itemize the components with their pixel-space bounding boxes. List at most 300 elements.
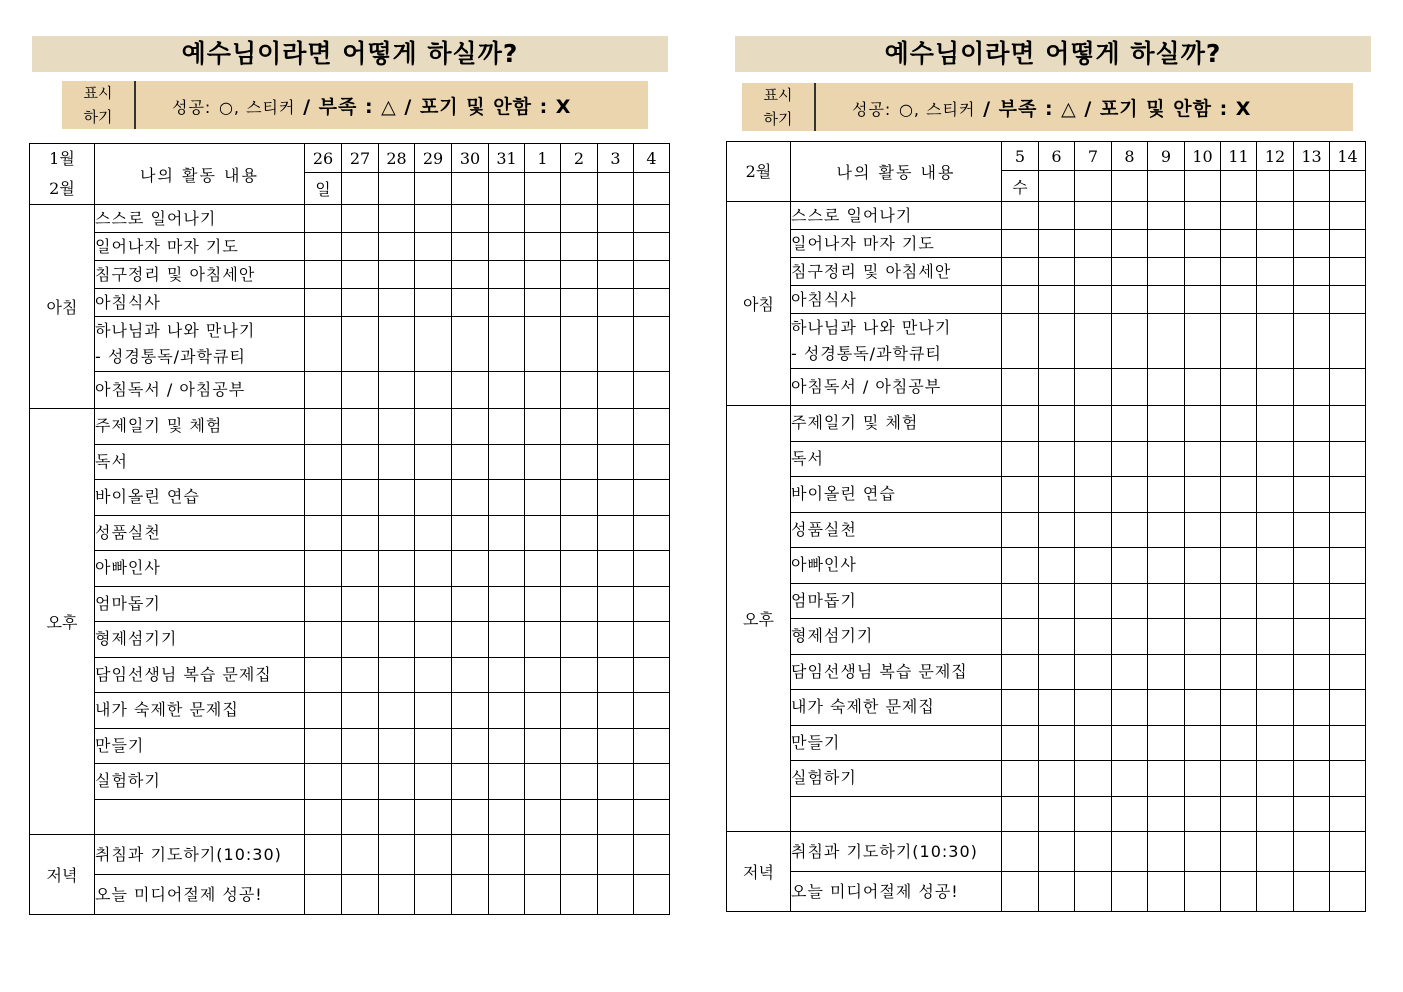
check-cell[interactable] (1112, 796, 1148, 832)
check-cell[interactable] (305, 693, 342, 729)
check-cell[interactable] (598, 835, 634, 875)
check-cell[interactable] (489, 728, 525, 764)
check-cell[interactable] (489, 409, 525, 445)
check-cell[interactable] (305, 372, 342, 409)
check-cell[interactable] (305, 799, 342, 835)
check-cell[interactable] (634, 657, 670, 693)
check-cell[interactable] (1075, 406, 1112, 442)
check-cell[interactable] (452, 657, 489, 693)
check-cell[interactable] (379, 444, 415, 480)
check-cell[interactable] (1294, 512, 1330, 548)
check-cell[interactable] (561, 480, 598, 516)
check-cell[interactable] (489, 551, 525, 587)
check-cell[interactable] (452, 764, 489, 800)
check-cell[interactable] (1330, 548, 1366, 584)
check-cell[interactable] (415, 233, 452, 261)
check-cell[interactable] (1075, 761, 1112, 797)
check-cell[interactable] (525, 764, 561, 800)
check-cell[interactable] (1221, 202, 1257, 230)
check-cell[interactable] (1112, 406, 1148, 442)
check-cell[interactable] (1075, 690, 1112, 726)
check-cell[interactable] (379, 693, 415, 729)
check-cell[interactable] (1294, 654, 1330, 690)
check-cell[interactable] (305, 835, 342, 875)
check-cell[interactable] (598, 515, 634, 551)
check-cell[interactable] (1294, 583, 1330, 619)
check-cell[interactable] (1185, 286, 1221, 314)
check-cell[interactable] (1257, 314, 1294, 369)
check-cell[interactable] (489, 622, 525, 658)
check-cell[interactable] (634, 551, 670, 587)
check-cell[interactable] (305, 317, 342, 372)
check-cell[interactable] (1148, 258, 1185, 286)
check-cell[interactable] (379, 728, 415, 764)
check-cell[interactable] (415, 515, 452, 551)
check-cell[interactable] (452, 233, 489, 261)
check-cell[interactable] (634, 835, 670, 875)
check-cell[interactable] (1294, 369, 1330, 406)
check-cell[interactable] (1330, 654, 1366, 690)
check-cell[interactable] (1002, 548, 1039, 584)
check-cell[interactable] (525, 586, 561, 622)
check-cell[interactable] (525, 693, 561, 729)
check-cell[interactable] (379, 875, 415, 915)
check-cell[interactable] (1294, 202, 1330, 230)
check-cell[interactable] (379, 551, 415, 587)
check-cell[interactable] (1257, 690, 1294, 726)
check-cell[interactable] (1148, 202, 1185, 230)
check-cell[interactable] (598, 875, 634, 915)
check-cell[interactable] (452, 409, 489, 445)
check-cell[interactable] (1185, 548, 1221, 584)
check-cell[interactable] (1112, 690, 1148, 726)
check-cell[interactable] (1148, 583, 1185, 619)
check-cell[interactable] (598, 233, 634, 261)
check-cell[interactable] (561, 205, 598, 233)
check-cell[interactable] (598, 205, 634, 233)
check-cell[interactable] (1039, 690, 1075, 726)
check-cell[interactable] (1221, 796, 1257, 832)
check-cell[interactable] (1221, 406, 1257, 442)
check-cell[interactable] (342, 622, 379, 658)
check-cell[interactable] (379, 657, 415, 693)
check-cell[interactable] (1257, 286, 1294, 314)
check-cell[interactable] (561, 409, 598, 445)
check-cell[interactable] (489, 261, 525, 289)
check-cell[interactable] (1330, 477, 1366, 513)
check-cell[interactable] (305, 233, 342, 261)
check-cell[interactable] (1148, 548, 1185, 584)
check-cell[interactable] (415, 764, 452, 800)
check-cell[interactable] (305, 261, 342, 289)
check-cell[interactable] (342, 799, 379, 835)
check-cell[interactable] (1257, 202, 1294, 230)
check-cell[interactable] (1112, 286, 1148, 314)
check-cell[interactable] (342, 205, 379, 233)
check-cell[interactable] (415, 409, 452, 445)
check-cell[interactable] (634, 372, 670, 409)
check-cell[interactable] (634, 233, 670, 261)
check-cell[interactable] (525, 657, 561, 693)
check-cell[interactable] (1257, 369, 1294, 406)
check-cell[interactable] (1039, 406, 1075, 442)
check-cell[interactable] (1002, 369, 1039, 406)
check-cell[interactable] (1002, 202, 1039, 230)
check-cell[interactable] (452, 875, 489, 915)
check-cell[interactable] (1148, 654, 1185, 690)
check-cell[interactable] (342, 515, 379, 551)
check-cell[interactable] (489, 586, 525, 622)
check-cell[interactable] (1185, 690, 1221, 726)
check-cell[interactable] (1257, 654, 1294, 690)
check-cell[interactable] (1185, 314, 1221, 369)
check-cell[interactable] (1002, 286, 1039, 314)
check-cell[interactable] (342, 875, 379, 915)
check-cell[interactable] (1257, 258, 1294, 286)
check-cell[interactable] (1221, 872, 1257, 912)
check-cell[interactable] (1257, 230, 1294, 258)
check-cell[interactable] (379, 317, 415, 372)
check-cell[interactable] (1221, 583, 1257, 619)
check-cell[interactable] (561, 372, 598, 409)
check-cell[interactable] (342, 764, 379, 800)
check-cell[interactable] (525, 233, 561, 261)
check-cell[interactable] (489, 317, 525, 372)
check-cell[interactable] (525, 551, 561, 587)
check-cell[interactable] (342, 480, 379, 516)
check-cell[interactable] (561, 622, 598, 658)
check-cell[interactable] (525, 875, 561, 915)
check-cell[interactable] (1039, 258, 1075, 286)
check-cell[interactable] (452, 205, 489, 233)
check-cell[interactable] (525, 444, 561, 480)
check-cell[interactable] (634, 480, 670, 516)
check-cell[interactable] (415, 799, 452, 835)
check-cell[interactable] (1294, 761, 1330, 797)
check-cell[interactable] (1148, 406, 1185, 442)
check-cell[interactable] (561, 586, 598, 622)
check-cell[interactable] (1112, 369, 1148, 406)
check-cell[interactable] (1330, 286, 1366, 314)
check-cell[interactable] (1112, 832, 1148, 872)
check-cell[interactable] (305, 875, 342, 915)
check-cell[interactable] (1257, 872, 1294, 912)
check-cell[interactable] (1294, 832, 1330, 872)
check-cell[interactable] (1075, 369, 1112, 406)
check-cell[interactable] (489, 233, 525, 261)
check-cell[interactable] (634, 409, 670, 445)
check-cell[interactable] (452, 835, 489, 875)
check-cell[interactable] (1148, 314, 1185, 369)
check-cell[interactable] (525, 317, 561, 372)
check-cell[interactable] (598, 728, 634, 764)
check-cell[interactable] (489, 372, 525, 409)
check-cell[interactable] (1294, 230, 1330, 258)
check-cell[interactable] (305, 409, 342, 445)
check-cell[interactable] (1112, 512, 1148, 548)
check-cell[interactable] (305, 551, 342, 587)
check-cell[interactable] (1112, 619, 1148, 655)
check-cell[interactable] (1330, 230, 1366, 258)
check-cell[interactable] (1294, 406, 1330, 442)
check-cell[interactable] (1221, 832, 1257, 872)
check-cell[interactable] (489, 764, 525, 800)
check-cell[interactable] (1185, 512, 1221, 548)
check-cell[interactable] (489, 693, 525, 729)
check-cell[interactable] (598, 317, 634, 372)
check-cell[interactable] (525, 205, 561, 233)
check-cell[interactable] (1294, 548, 1330, 584)
check-cell[interactable] (1148, 690, 1185, 726)
check-cell[interactable] (342, 657, 379, 693)
check-cell[interactable] (1330, 512, 1366, 548)
check-cell[interactable] (415, 875, 452, 915)
check-cell[interactable] (1221, 690, 1257, 726)
check-cell[interactable] (452, 693, 489, 729)
check-cell[interactable] (561, 444, 598, 480)
check-cell[interactable] (342, 586, 379, 622)
check-cell[interactable] (305, 205, 342, 233)
check-cell[interactable] (415, 835, 452, 875)
check-cell[interactable] (561, 799, 598, 835)
check-cell[interactable] (1257, 725, 1294, 761)
check-cell[interactable] (525, 409, 561, 445)
check-cell[interactable] (452, 317, 489, 372)
check-cell[interactable] (1075, 548, 1112, 584)
check-cell[interactable] (1221, 441, 1257, 477)
check-cell[interactable] (1112, 441, 1148, 477)
check-cell[interactable] (1148, 512, 1185, 548)
check-cell[interactable] (1002, 477, 1039, 513)
check-cell[interactable] (305, 622, 342, 658)
check-cell[interactable] (1002, 619, 1039, 655)
check-cell[interactable] (1002, 512, 1039, 548)
check-cell[interactable] (1002, 690, 1039, 726)
check-cell[interactable] (1002, 725, 1039, 761)
check-cell[interactable] (1148, 286, 1185, 314)
check-cell[interactable] (1075, 314, 1112, 369)
check-cell[interactable] (489, 799, 525, 835)
check-cell[interactable] (1257, 761, 1294, 797)
check-cell[interactable] (561, 693, 598, 729)
check-cell[interactable] (1075, 619, 1112, 655)
check-cell[interactable] (1221, 258, 1257, 286)
check-cell[interactable] (1294, 314, 1330, 369)
check-cell[interactable] (598, 261, 634, 289)
check-cell[interactable] (1039, 725, 1075, 761)
check-cell[interactable] (1330, 725, 1366, 761)
check-cell[interactable] (1112, 872, 1148, 912)
check-cell[interactable] (1221, 619, 1257, 655)
check-cell[interactable] (1039, 477, 1075, 513)
check-cell[interactable] (1002, 230, 1039, 258)
check-cell[interactable] (1002, 314, 1039, 369)
check-cell[interactable] (598, 622, 634, 658)
check-cell[interactable] (1039, 796, 1075, 832)
check-cell[interactable] (598, 444, 634, 480)
check-cell[interactable] (1257, 477, 1294, 513)
check-cell[interactable] (489, 480, 525, 516)
check-cell[interactable] (1185, 832, 1221, 872)
check-cell[interactable] (525, 515, 561, 551)
check-cell[interactable] (1039, 202, 1075, 230)
check-cell[interactable] (561, 875, 598, 915)
check-cell[interactable] (1148, 872, 1185, 912)
check-cell[interactable] (1148, 441, 1185, 477)
check-cell[interactable] (1075, 512, 1112, 548)
check-cell[interactable] (1075, 796, 1112, 832)
check-cell[interactable] (634, 205, 670, 233)
check-cell[interactable] (415, 728, 452, 764)
check-cell[interactable] (1002, 441, 1039, 477)
check-cell[interactable] (598, 480, 634, 516)
check-cell[interactable] (561, 551, 598, 587)
check-cell[interactable] (1148, 832, 1185, 872)
check-cell[interactable] (415, 657, 452, 693)
check-cell[interactable] (1075, 286, 1112, 314)
check-cell[interactable] (1002, 654, 1039, 690)
check-cell[interactable] (561, 515, 598, 551)
check-cell[interactable] (379, 480, 415, 516)
check-cell[interactable] (415, 480, 452, 516)
check-cell[interactable] (634, 586, 670, 622)
check-cell[interactable] (561, 261, 598, 289)
check-cell[interactable] (561, 657, 598, 693)
check-cell[interactable] (1330, 314, 1366, 369)
check-cell[interactable] (1257, 406, 1294, 442)
check-cell[interactable] (1148, 761, 1185, 797)
check-cell[interactable] (342, 372, 379, 409)
check-cell[interactable] (1002, 406, 1039, 442)
check-cell[interactable] (1075, 477, 1112, 513)
check-cell[interactable] (415, 693, 452, 729)
check-cell[interactable] (1148, 725, 1185, 761)
check-cell[interactable] (1002, 832, 1039, 872)
check-cell[interactable] (415, 205, 452, 233)
check-cell[interactable] (342, 728, 379, 764)
check-cell[interactable] (1257, 832, 1294, 872)
check-cell[interactable] (415, 622, 452, 658)
check-cell[interactable] (1330, 796, 1366, 832)
check-cell[interactable] (634, 261, 670, 289)
check-cell[interactable] (1075, 230, 1112, 258)
check-cell[interactable] (1221, 548, 1257, 584)
check-cell[interactable] (342, 261, 379, 289)
check-cell[interactable] (1185, 441, 1221, 477)
check-cell[interactable] (1075, 832, 1112, 872)
check-cell[interactable] (1257, 796, 1294, 832)
check-cell[interactable] (489, 515, 525, 551)
check-cell[interactable] (1330, 202, 1366, 230)
check-cell[interactable] (305, 764, 342, 800)
check-cell[interactable] (598, 764, 634, 800)
check-cell[interactable] (1039, 872, 1075, 912)
check-cell[interactable] (525, 835, 561, 875)
check-cell[interactable] (525, 728, 561, 764)
check-cell[interactable] (342, 444, 379, 480)
check-cell[interactable] (452, 289, 489, 317)
check-cell[interactable] (489, 835, 525, 875)
check-cell[interactable] (1294, 690, 1330, 726)
check-cell[interactable] (489, 205, 525, 233)
check-cell[interactable] (1075, 583, 1112, 619)
check-cell[interactable] (1148, 619, 1185, 655)
check-cell[interactable] (379, 515, 415, 551)
check-cell[interactable] (415, 317, 452, 372)
check-cell[interactable] (1148, 796, 1185, 832)
check-cell[interactable] (1148, 230, 1185, 258)
check-cell[interactable] (525, 261, 561, 289)
check-cell[interactable] (1294, 872, 1330, 912)
check-cell[interactable] (1112, 314, 1148, 369)
check-cell[interactable] (342, 693, 379, 729)
check-cell[interactable] (1002, 583, 1039, 619)
check-cell[interactable] (1039, 583, 1075, 619)
check-cell[interactable] (1039, 832, 1075, 872)
check-cell[interactable] (1294, 725, 1330, 761)
check-cell[interactable] (452, 372, 489, 409)
check-cell[interactable] (305, 515, 342, 551)
check-cell[interactable] (1330, 406, 1366, 442)
check-cell[interactable] (561, 233, 598, 261)
check-cell[interactable] (1185, 654, 1221, 690)
check-cell[interactable] (1148, 477, 1185, 513)
check-cell[interactable] (1075, 258, 1112, 286)
check-cell[interactable] (1257, 619, 1294, 655)
check-cell[interactable] (379, 799, 415, 835)
check-cell[interactable] (1185, 477, 1221, 513)
check-cell[interactable] (598, 551, 634, 587)
check-cell[interactable] (1221, 477, 1257, 513)
check-cell[interactable] (1002, 796, 1039, 832)
check-cell[interactable] (1002, 761, 1039, 797)
check-cell[interactable] (489, 875, 525, 915)
check-cell[interactable] (1112, 202, 1148, 230)
check-cell[interactable] (1112, 725, 1148, 761)
check-cell[interactable] (305, 289, 342, 317)
check-cell[interactable] (1294, 619, 1330, 655)
check-cell[interactable] (1185, 583, 1221, 619)
check-cell[interactable] (452, 444, 489, 480)
check-cell[interactable] (1112, 258, 1148, 286)
check-cell[interactable] (598, 409, 634, 445)
check-cell[interactable] (525, 480, 561, 516)
check-cell[interactable] (1221, 286, 1257, 314)
check-cell[interactable] (1148, 369, 1185, 406)
check-cell[interactable] (415, 372, 452, 409)
check-cell[interactable] (489, 657, 525, 693)
check-cell[interactable] (379, 289, 415, 317)
check-cell[interactable] (598, 657, 634, 693)
check-cell[interactable] (452, 586, 489, 622)
check-cell[interactable] (342, 317, 379, 372)
check-cell[interactable] (598, 372, 634, 409)
check-cell[interactable] (1112, 230, 1148, 258)
check-cell[interactable] (1257, 512, 1294, 548)
check-cell[interactable] (525, 372, 561, 409)
check-cell[interactable] (489, 444, 525, 480)
check-cell[interactable] (1221, 230, 1257, 258)
check-cell[interactable] (1221, 512, 1257, 548)
check-cell[interactable] (561, 317, 598, 372)
check-cell[interactable] (452, 622, 489, 658)
check-cell[interactable] (1039, 369, 1075, 406)
check-cell[interactable] (379, 586, 415, 622)
check-cell[interactable] (342, 551, 379, 587)
check-cell[interactable] (452, 261, 489, 289)
check-cell[interactable] (1257, 583, 1294, 619)
check-cell[interactable] (1002, 872, 1039, 912)
